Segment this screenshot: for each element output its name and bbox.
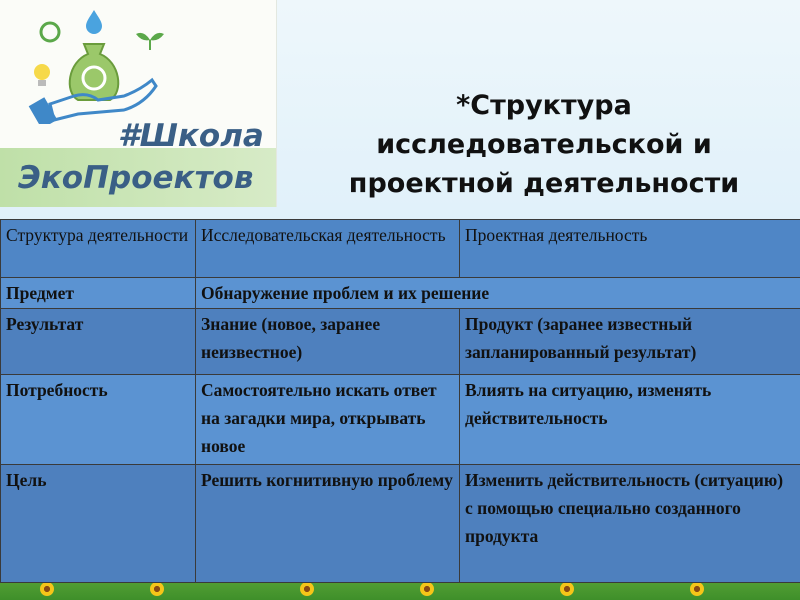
title-line-2: исследовательской и bbox=[376, 129, 712, 160]
logo-text-ecoprojects: ЭкоПроектов bbox=[18, 160, 254, 196]
structure-table bbox=[0, 219, 800, 583]
sunflower-icon bbox=[300, 582, 314, 596]
row-label-need: Потребность bbox=[1, 375, 196, 465]
table-row-result bbox=[1, 309, 800, 375]
table-row-subject bbox=[1, 278, 800, 309]
row-label-goal: Цель bbox=[1, 465, 196, 583]
header-cell-research: Исследовательская деятельность bbox=[196, 220, 460, 278]
sunflower-icon bbox=[420, 582, 434, 596]
logo-text-school: #Школа bbox=[118, 118, 264, 154]
sunflower-icon bbox=[40, 582, 54, 596]
logo-block bbox=[0, 0, 277, 207]
row-value-subject: Обнаружение проблем и их решение bbox=[196, 278, 800, 309]
row-label-subject: Предмет bbox=[1, 278, 196, 309]
title-line-1: *Структура bbox=[456, 90, 632, 121]
table-row-goal bbox=[1, 465, 800, 583]
row-label-result: Результат bbox=[1, 309, 196, 375]
cell-goal-research: Решить когнитивную проблему bbox=[196, 465, 460, 583]
cell-result-research: Знание (новое, заранее неизвестное) bbox=[196, 309, 460, 375]
sunflower-icon bbox=[560, 582, 574, 596]
cell-goal-project: Изменить действительность (ситуацию) с помощью специально созданного продукта bbox=[460, 465, 800, 583]
header-cell-project: Проектная деятельность bbox=[460, 220, 800, 278]
sunflower-icon bbox=[150, 582, 164, 596]
cell-need-research: Самостоятельно искать ответ на загадки мира, открывать новое bbox=[196, 375, 460, 465]
page-title bbox=[296, 86, 792, 203]
header-cell-structure: Структура деятельности bbox=[1, 220, 196, 278]
cell-need-project: Влиять на ситуацию, изменять действительность bbox=[460, 375, 800, 465]
cell-result-project: Продукт (заранее известный запланированный результат) bbox=[460, 309, 800, 375]
table-header-row bbox=[1, 220, 800, 278]
title-line-3: проектной деятельности bbox=[348, 168, 740, 199]
table-row-need bbox=[1, 375, 800, 465]
eco-money-bag-hand-icon bbox=[28, 4, 178, 124]
sunflower-icon bbox=[690, 582, 704, 596]
